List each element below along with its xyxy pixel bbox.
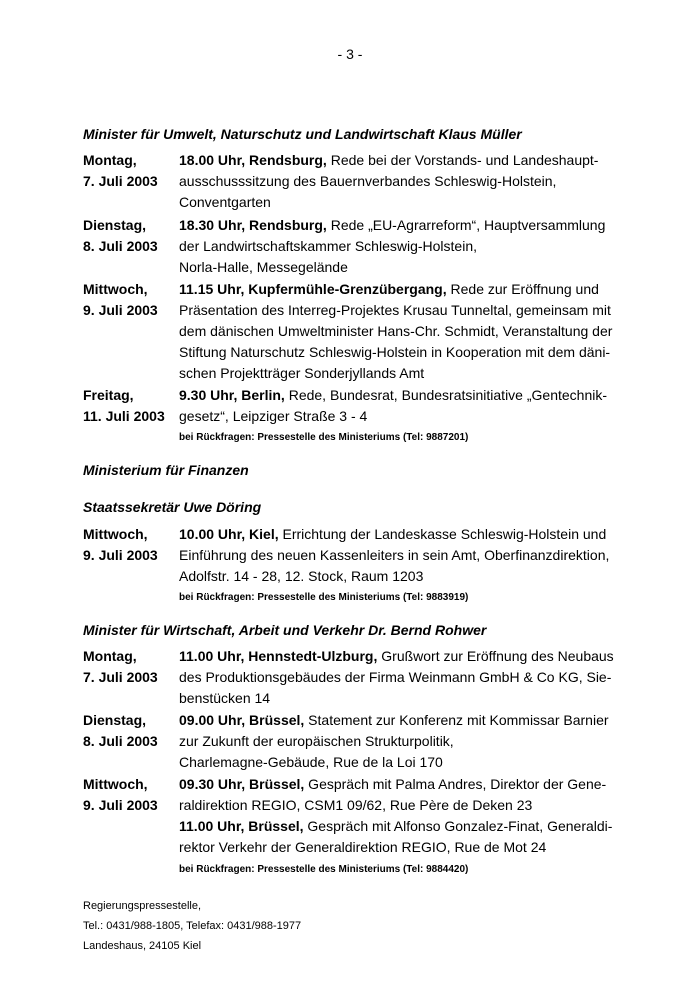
entry-line bbox=[179, 646, 700, 667]
entry-text: Norla-Halle, Messegelände bbox=[179, 259, 348, 275]
entry-text: schen Projektträger Sonderjyllands Amt bbox=[179, 365, 425, 381]
entry-date: 9. Juli 2003 bbox=[83, 302, 158, 318]
entry-line bbox=[179, 752, 700, 773]
entry-date: 7. Juli 2003 bbox=[83, 173, 158, 189]
entry-text: zur Zukunft der europäischen Strukturpolitik, bbox=[179, 733, 454, 749]
entry-time-place: 9.30 Uhr, Berlin, bbox=[179, 387, 285, 403]
entry-day: Mittwoch, bbox=[83, 281, 148, 297]
entry-text: benstücken 14 bbox=[179, 690, 271, 706]
footer-contact bbox=[83, 896, 301, 956]
page-number: - 3 - bbox=[337, 46, 363, 62]
entry-time-place: 09.00 Uhr, Brüssel, bbox=[179, 712, 305, 728]
footer-line: Landeshaus, 24105 Kiel bbox=[83, 940, 202, 952]
entry-day: Mittwoch, bbox=[83, 526, 148, 542]
entry-text: Conventgarten bbox=[179, 194, 271, 210]
entry-line bbox=[179, 300, 700, 321]
contact-note: bei Rückfragen: Pressestelle des Ministeriums (Tel: 9884420) bbox=[179, 864, 469, 875]
footer-line: Tel.: 0431/988-1805, Telefax: 0431/988-1977 bbox=[83, 920, 302, 932]
entry-line bbox=[179, 279, 700, 300]
section-heading-umwelt: Minister für Umwelt, Naturschutz und Landwirtschaft Klaus Müller bbox=[83, 126, 522, 142]
entry-text: Errichtung der Landeskasse Schleswig-Holstein und bbox=[278, 526, 607, 542]
entry-time-place: 11.00 Uhr, Brüssel, bbox=[179, 818, 304, 834]
contact-note: bei Rückfragen: Pressestelle des Ministeriums (Tel: 9883919) bbox=[179, 592, 469, 603]
entry-line bbox=[179, 215, 700, 236]
contact-note: bei Rückfragen: Pressestelle des Ministeriums (Tel: 9887201) bbox=[179, 432, 469, 443]
entry-text: gesetz“, Leipziger Straße 3 - 4 bbox=[179, 408, 368, 424]
entry-text: der Landwirtschaftskammer Schleswig-Holstein, bbox=[179, 238, 477, 254]
entry-text: des Produktionsgebäudes der Firma Weinmann GmbH & Co KG, Sie- bbox=[179, 669, 612, 685]
entry-line bbox=[179, 321, 700, 342]
entry-day: Montag, bbox=[83, 648, 137, 664]
section-heading-finanzen: Ministerium für Finanzen bbox=[83, 462, 249, 478]
entry-line bbox=[179, 566, 700, 587]
entry-line bbox=[179, 385, 700, 406]
entry-line bbox=[179, 688, 700, 709]
entry-line bbox=[179, 816, 700, 837]
entry-time-place: 18.30 Uhr, Rendsburg, bbox=[179, 217, 327, 233]
entry-text: Rede zur Eröffnung und bbox=[446, 281, 599, 297]
entry-line bbox=[179, 731, 700, 752]
entry-text: Grußwort zur Eröffnung des Neubaus bbox=[377, 648, 614, 664]
entry-line bbox=[179, 524, 700, 545]
entry-line bbox=[179, 342, 700, 363]
entry-date: 7. Juli 2003 bbox=[83, 669, 158, 685]
entry-line bbox=[179, 774, 700, 795]
entry-text: rektor Verkehr der Generaldirektion REGIO, Rue de Mot 24 bbox=[179, 839, 547, 855]
entry-text: Statement zur Konferenz mit Kommissar Barnier bbox=[304, 712, 609, 728]
entry-text: Stiftung Naturschutz Schleswig-Holstein in Kooperation mit dem däni- bbox=[179, 344, 611, 360]
entry-text: raldirektion REGIO, CSM1 09/62, Rue Père de Deken 23 bbox=[179, 797, 533, 813]
entry-time-place: 10.00 Uhr, Kiel, bbox=[179, 526, 279, 542]
entry-line bbox=[179, 795, 700, 816]
entry-text: Gespräch mit Alfonso Gonzalez-Finat, Generaldi- bbox=[303, 818, 613, 834]
entry-date: 8. Juli 2003 bbox=[83, 733, 158, 749]
entry-line bbox=[179, 150, 700, 171]
entry-date: 11. Juli 2003 bbox=[83, 408, 165, 424]
section-heading-wirtschaft: Minister für Wirtschaft, Arbeit und Verkehr Dr. Bernd Rohwer bbox=[83, 622, 487, 638]
entry-day: Mittwoch, bbox=[83, 776, 148, 792]
entry-time-place: 11.15 Uhr, Kupfermühle-Grenzübergang, bbox=[179, 281, 447, 297]
entry-line bbox=[179, 406, 700, 427]
entry-text: Rede bei der Vorstands- und Landeshaupt- bbox=[326, 152, 599, 168]
entry-text: Rede „EU-Agrarreform“, Hauptversammlung bbox=[326, 217, 606, 233]
entry-date: 9. Juli 2003 bbox=[83, 797, 158, 813]
entry-line bbox=[179, 236, 700, 257]
entry-line bbox=[179, 171, 700, 192]
entry-line bbox=[179, 667, 700, 688]
footer-line: Regierungspressestelle, bbox=[83, 900, 202, 912]
entry-line bbox=[179, 363, 700, 384]
entry-text: Rede, Bundesrat, Bundesratsinitiative „Gentechnik- bbox=[284, 387, 607, 403]
entry-text: Präsentation des Interreg-Projektes Krusau Tunneltal, gemeinsam mit bbox=[179, 302, 611, 318]
entry-text: dem dänischen Umweltminister Hans-Chr. Schmidt, Veranstaltung der bbox=[179, 323, 613, 339]
entry-line bbox=[179, 710, 700, 731]
entry-text: Gespräch mit Palma Andres, Direktor der Gene- bbox=[304, 776, 607, 792]
entry-time-place: 18.00 Uhr, Rendsburg, bbox=[179, 152, 327, 168]
entry-day: Freitag, bbox=[83, 387, 134, 403]
entry-time-place: 11.00 Uhr, Hennstedt-Ulzburg, bbox=[179, 648, 378, 664]
entry-day: Dienstag, bbox=[83, 712, 147, 728]
section-subheading-staatssekretaer: Staatssekretär Uwe Döring bbox=[83, 499, 262, 515]
entry-text: ausschusssitzung des Bauernverbandes Schleswig-Holstein, bbox=[179, 173, 557, 189]
entry-text: Charlemagne-Gebäude, Rue de la Loi 170 bbox=[179, 754, 443, 770]
entry-line bbox=[179, 257, 700, 278]
entry-day: Montag, bbox=[83, 152, 137, 168]
entry-line bbox=[179, 545, 700, 566]
entry-time-place: 09.30 Uhr, Brüssel, bbox=[179, 776, 305, 792]
entry-text: Adolfstr. 14 - 28, 12. Stock, Raum 1203 bbox=[179, 568, 424, 584]
entry-day: Dienstag, bbox=[83, 217, 147, 233]
entry-date: 8. Juli 2003 bbox=[83, 238, 158, 254]
entry-line bbox=[179, 192, 700, 213]
entry-date: 9. Juli 2003 bbox=[83, 547, 158, 563]
entry-line bbox=[179, 837, 700, 858]
entry-text: Einführung des neuen Kassenleiters in sein Amt, Oberfinanzdirektion, bbox=[179, 547, 610, 563]
